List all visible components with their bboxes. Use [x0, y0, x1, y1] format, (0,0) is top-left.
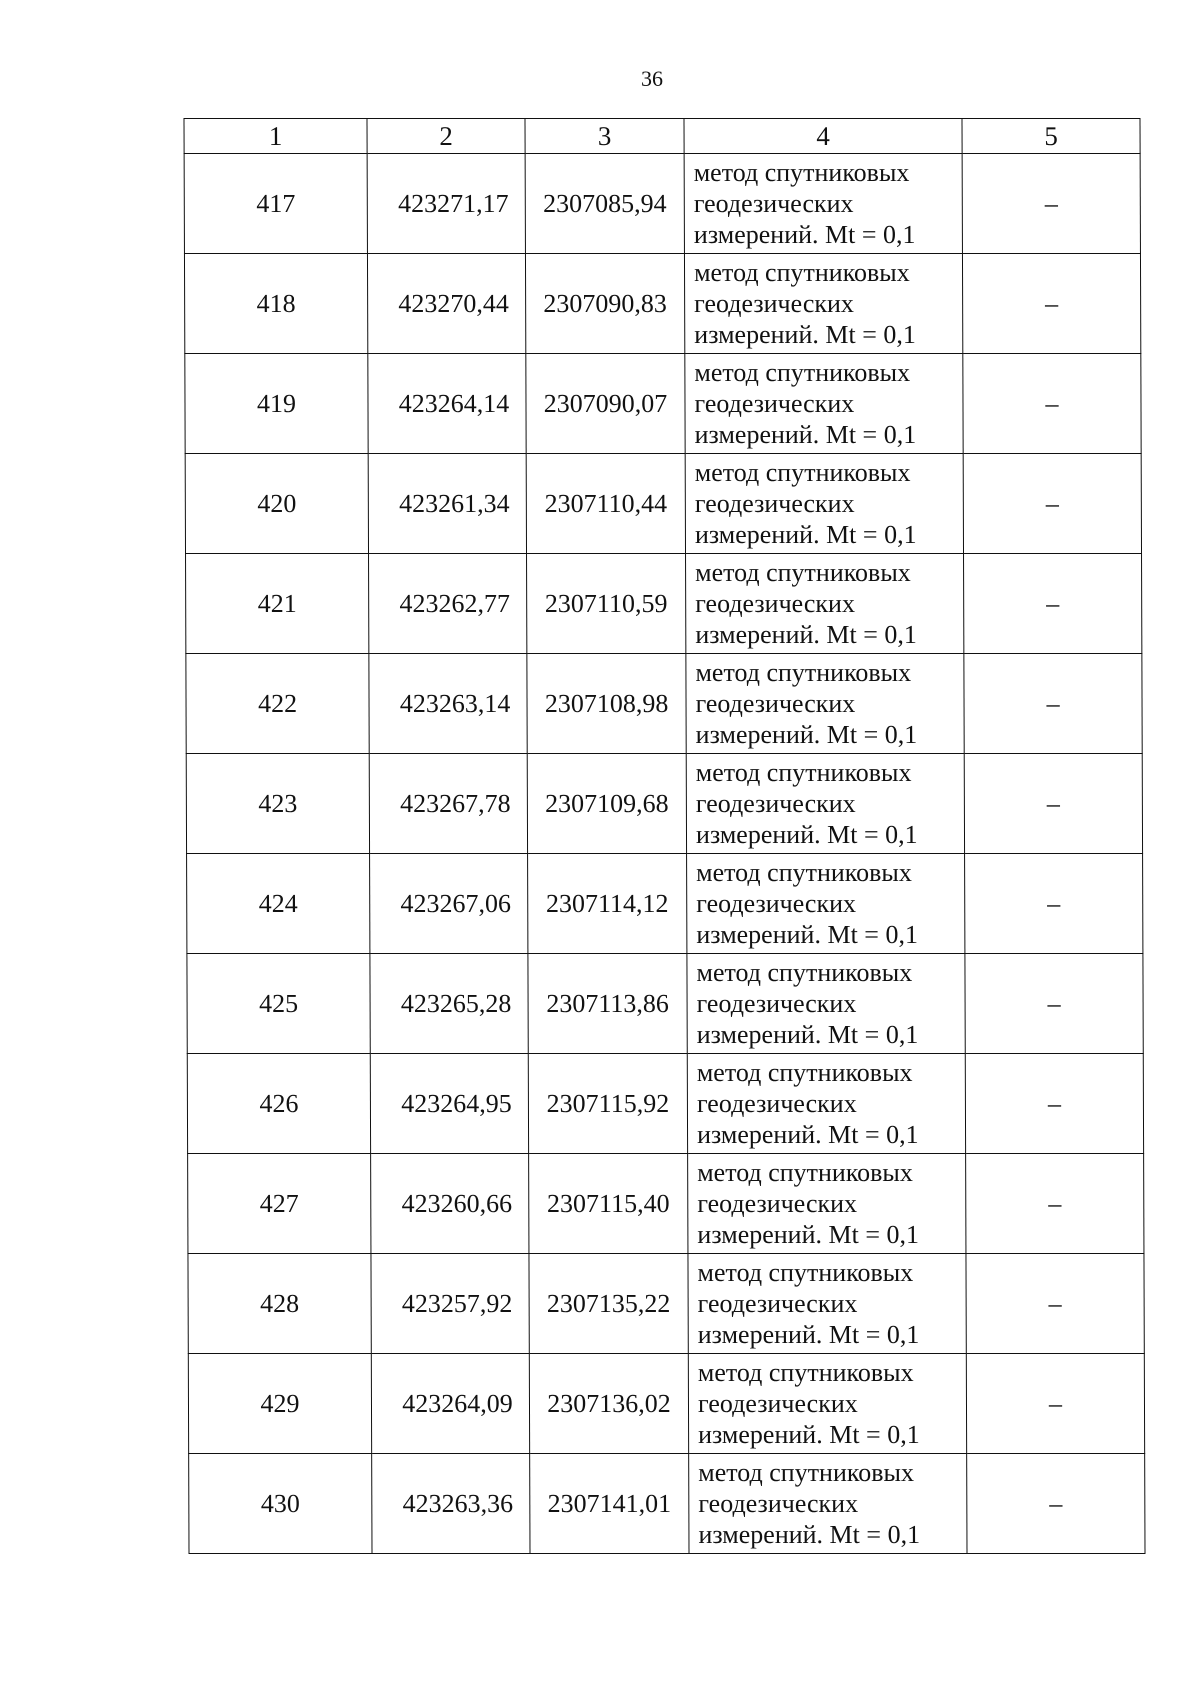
- table-row: [187, 954, 1143, 1054]
- y-coordinate-cell: 2307110,59: [527, 554, 686, 654]
- y-coordinate-cell: 2307115,92: [528, 1054, 687, 1154]
- method-cell: [684, 154, 962, 254]
- header-col-3: 3: [525, 119, 684, 154]
- table-row: [185, 454, 1141, 554]
- method-line-3: измерений. Mt = 0,1: [695, 820, 918, 849]
- method-line-1: метод спутниковых: [696, 958, 913, 987]
- y-coordinate-cell: 2307085,94: [525, 154, 684, 254]
- note-cell: –: [965, 854, 1143, 954]
- note-cell: –: [966, 1354, 1144, 1454]
- table-row: [186, 754, 1142, 854]
- method-line-2: геодезических: [694, 489, 855, 518]
- header-col-2: 2: [367, 119, 525, 154]
- table-row: [189, 1454, 1145, 1554]
- method-line-1: метод спутниковых: [694, 458, 911, 487]
- table-row: [187, 854, 1143, 954]
- table-row: [188, 1154, 1144, 1254]
- method-line-3: измерений. Mt = 0,1: [697, 1220, 920, 1249]
- y-coordinate-cell: 2307090,83: [525, 254, 684, 354]
- method-line-2: геодезических: [693, 189, 854, 218]
- note-cell: –: [963, 454, 1141, 554]
- x-coordinate-cell: 423261,34: [368, 454, 526, 554]
- table-row: [186, 554, 1142, 654]
- y-coordinate-cell: 2307136,02: [529, 1354, 688, 1454]
- table-header: [184, 119, 1140, 154]
- method-line-2: геодезических: [694, 389, 855, 418]
- x-coordinate-cell: 423264,09: [371, 1354, 529, 1454]
- method-line-3: измерений. Mt = 0,1: [696, 920, 919, 949]
- header-row: [184, 119, 1140, 154]
- method-line-1: метод спутниковых: [697, 1258, 914, 1287]
- method-cell: [686, 754, 964, 854]
- method-cell: [687, 954, 965, 1054]
- method-line-3: измерений. Mt = 0,1: [696, 1020, 919, 1049]
- x-coordinate-cell: 423264,14: [368, 354, 526, 454]
- note-cell: –: [965, 954, 1143, 1054]
- method-cell: [689, 1454, 967, 1554]
- page-number: [52, 66, 1200, 92]
- method-line-3: измерений. Mt = 0,1: [694, 320, 916, 349]
- y-coordinate-cell: 2307113,86: [528, 954, 687, 1054]
- table-row: [184, 254, 1140, 354]
- note-cell: –: [964, 654, 1142, 754]
- method-line-1: метод спутниковых: [698, 1458, 914, 1487]
- method-line-1: метод спутниковых: [697, 1158, 913, 1187]
- method-line-3: измерений. Mt = 0,1: [698, 1520, 921, 1549]
- table-row: [188, 1254, 1144, 1354]
- method-line-3: измерений. Mt = 0,1: [694, 420, 917, 449]
- method-line-3: измерений. Mt = 0,1: [695, 720, 918, 749]
- table-row: [186, 654, 1142, 754]
- note-cell: –: [962, 254, 1140, 354]
- method-cell: [686, 654, 964, 754]
- method-line-1: метод спутниковых: [693, 158, 910, 187]
- header-col-1: 1: [184, 119, 367, 154]
- method-cell: [688, 1354, 966, 1454]
- point-number-cell: 429: [188, 1354, 371, 1454]
- method-line-2: геодезических: [695, 789, 856, 818]
- x-coordinate-cell: 423267,06: [370, 854, 528, 954]
- point-number-cell: 424: [187, 854, 370, 954]
- point-number-cell: 426: [187, 1054, 370, 1154]
- note-cell: –: [965, 1054, 1143, 1154]
- method-line-2: геодезических: [697, 1289, 858, 1318]
- x-coordinate-cell: 423270,44: [367, 254, 525, 354]
- table-row: [184, 154, 1140, 254]
- point-number-cell: 430: [189, 1454, 372, 1554]
- header-col-5: 5: [962, 119, 1140, 154]
- point-number-cell: 419: [185, 354, 368, 454]
- method-line-3: измерений. Mt = 0,1: [695, 620, 917, 649]
- method-line-1: метод спутниковых: [695, 558, 911, 587]
- method-cell: [688, 1154, 966, 1254]
- point-number-cell: 422: [186, 654, 369, 754]
- point-number-cell: 425: [187, 954, 370, 1054]
- page-number-text: 36: [641, 66, 663, 91]
- method-line-3: измерений. Mt = 0,1: [697, 1320, 920, 1349]
- point-number-cell: 423: [186, 754, 369, 854]
- method-line-2: геодезических: [697, 1189, 858, 1218]
- method-line-3: измерений. Mt = 0,1: [698, 1420, 920, 1449]
- method-line-2: геодезических: [696, 1089, 857, 1118]
- x-coordinate-cell: 423264,95: [370, 1054, 528, 1154]
- y-coordinate-cell: 2307108,98: [527, 654, 686, 754]
- x-coordinate-cell: 423257,92: [371, 1254, 529, 1354]
- method-cell: [685, 354, 963, 454]
- method-line-2: геодезических: [696, 989, 857, 1018]
- method-line-3: измерений. Mt = 0,1: [696, 1120, 919, 1149]
- y-coordinate-cell: 2307109,68: [527, 754, 686, 854]
- method-cell: [687, 1054, 965, 1154]
- note-cell: –: [966, 1254, 1144, 1354]
- method-cell: [685, 454, 963, 554]
- method-line-2: геодезических: [695, 689, 856, 718]
- x-coordinate-cell: 423262,77: [369, 554, 527, 654]
- method-line-1: метод спутниковых: [697, 1358, 914, 1387]
- note-cell: –: [962, 154, 1140, 254]
- coordinates-table: [183, 118, 1145, 1554]
- x-coordinate-cell: 423265,28: [370, 954, 528, 1054]
- note-cell: –: [963, 354, 1141, 454]
- table-row: [187, 1054, 1143, 1154]
- method-line-3: измерений. Mt = 0,1: [694, 520, 917, 549]
- method-line-1: метод спутниковых: [695, 658, 912, 687]
- x-coordinate-cell: 423271,17: [367, 154, 525, 254]
- note-cell: –: [967, 1454, 1145, 1554]
- method-line-2: геодезических: [694, 289, 854, 318]
- method-cell: [686, 554, 964, 654]
- method-line-2: геодезических: [695, 589, 855, 618]
- note-cell: –: [966, 1154, 1144, 1254]
- point-number-cell: 420: [185, 454, 368, 554]
- method-cell: [684, 254, 962, 354]
- y-coordinate-cell: 2307110,44: [526, 454, 685, 554]
- x-coordinate-cell: 423267,78: [369, 754, 527, 854]
- y-coordinate-cell: 2307141,01: [530, 1454, 689, 1554]
- table-row: [188, 1354, 1144, 1454]
- point-number-cell: 427: [188, 1154, 371, 1254]
- method-line-1: метод спутниковых: [696, 858, 912, 887]
- point-number-cell: 428: [188, 1254, 371, 1354]
- method-line-1: метод спутниковых: [694, 358, 911, 387]
- header-col-4: 4: [684, 119, 962, 154]
- x-coordinate-cell: 423263,36: [372, 1454, 530, 1554]
- x-coordinate-cell: 423260,66: [371, 1154, 529, 1254]
- table-body: [184, 154, 1145, 1554]
- point-number-cell: 417: [184, 154, 367, 254]
- method-line-2: геодезических: [696, 889, 857, 918]
- method-line-1: метод спутниковых: [696, 1058, 913, 1087]
- point-number-cell: 421: [186, 554, 369, 654]
- method-line-3: измерений. Mt = 0,1: [693, 220, 916, 249]
- method-cell: [688, 1254, 966, 1354]
- method-line-2: геодезических: [697, 1389, 858, 1418]
- x-coordinate-cell: 423263,14: [369, 654, 527, 754]
- method-line-1: метод спутниковых: [693, 258, 910, 287]
- note-cell: –: [964, 554, 1142, 654]
- point-number-cell: 418: [184, 254, 367, 354]
- y-coordinate-cell: 2307135,22: [529, 1254, 688, 1354]
- method-line-1: метод спутниковых: [695, 758, 912, 787]
- method-cell: [687, 854, 965, 954]
- note-cell: –: [964, 754, 1142, 854]
- y-coordinate-cell: 2307114,12: [528, 854, 687, 954]
- y-coordinate-cell: 2307115,40: [529, 1154, 688, 1254]
- y-coordinate-cell: 2307090,07: [526, 354, 685, 454]
- method-line-2: геодезических: [698, 1489, 859, 1518]
- table-row: [185, 354, 1141, 454]
